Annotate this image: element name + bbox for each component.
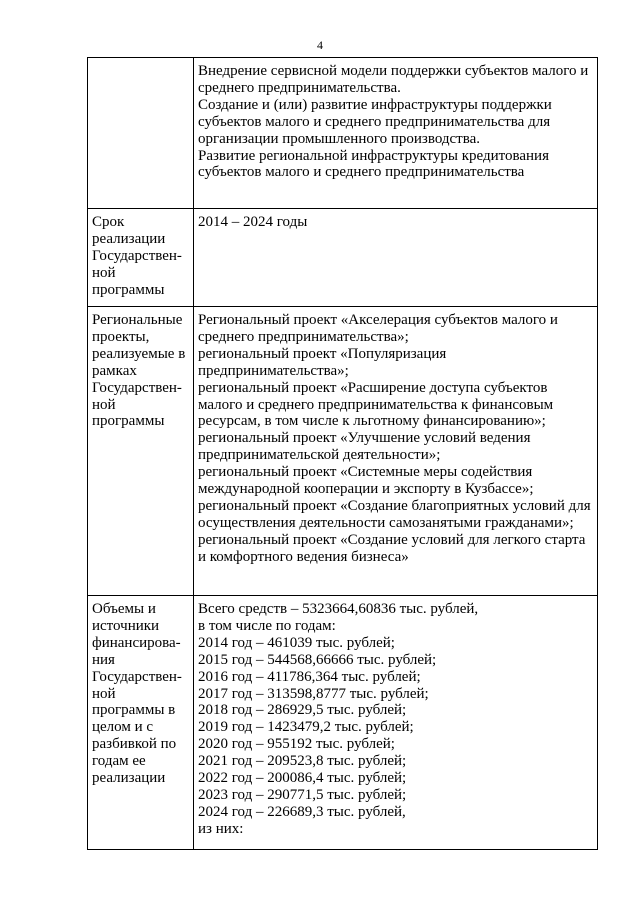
value-line: предпринимательства»; — [198, 362, 349, 379]
table-row — [88, 58, 598, 209]
label-line: годам ее — [92, 753, 146, 770]
value-line: в том числе по годам: — [198, 617, 336, 634]
value-line: Всего средств – 5323664,60836 тыс. рублей, — [198, 601, 479, 617]
value-line: среднего предпринимательства»; — [198, 328, 409, 345]
value-line: региональный проект «Системные меры содействия — [198, 464, 533, 481]
row-value-cell — [194, 209, 598, 307]
value-line: предпринимательской деятельности»; — [198, 447, 441, 464]
value-line: среднего предпринимательства. — [198, 79, 401, 96]
value-line: 2022 год – 200086,4 тыс. рублей; — [198, 770, 407, 787]
label-line: Государствен- — [92, 668, 182, 685]
label-line: Объемы и — [92, 601, 156, 617]
label-line: программы — [92, 413, 165, 430]
value-line: 2019 год – 1423479,2 тыс. рублей; — [198, 719, 414, 736]
value-line: субъектов малого и среднего предпринимательства — [198, 164, 525, 181]
row-label-cell — [88, 209, 194, 307]
row-value-cell — [194, 307, 598, 596]
row-label-cell — [88, 307, 194, 596]
label-line: финансирова- — [92, 634, 181, 651]
value-line: 2024 год – 226689,3 тыс. рублей, — [198, 803, 406, 820]
label-line: Срок — [92, 214, 125, 230]
label-line: целом и с — [92, 719, 154, 736]
value-line: 2015 год – 544568,66666 тыс. рублей; — [198, 651, 437, 668]
row-label-cell — [88, 596, 194, 850]
value-line: 2016 год – 411786,364 тыс. рублей; — [198, 668, 421, 685]
program-passport-table — [87, 57, 598, 850]
value-line: Региональный проект «Акселерация субъектов малого и — [198, 312, 558, 328]
label-line: Региональные — [92, 312, 183, 328]
value-line: ресурсам, в том числе к льготному финансированию»; — [198, 413, 546, 430]
value-line: региональный проект «Расширение доступа субъектов — [198, 379, 548, 396]
label-line: источники — [92, 617, 160, 634]
value-line: региональный проект «Популяризация — [198, 345, 447, 362]
row-value-cell — [194, 58, 598, 209]
label-line: ной — [92, 396, 116, 413]
value-line: организации промышленного производства. — [198, 130, 481, 147]
value-line: международной кооперации и экспорту в Кузбассе»; — [198, 481, 534, 498]
value-line: 2018 год – 286929,5 тыс. рублей; — [198, 702, 407, 719]
table-row — [88, 596, 598, 850]
label-line: ной — [92, 264, 116, 281]
label-line: Государствен- — [92, 379, 182, 396]
value-line: 2017 год – 313598,8777 тыс. рублей; — [198, 685, 429, 702]
value-line: Внедрение сервисной модели поддержки субъектов малого и — [198, 63, 589, 79]
value-line: субъектов малого и среднего предпринимательства для — [198, 113, 551, 130]
table-row — [88, 307, 598, 596]
row-label-cell — [88, 58, 194, 209]
label-line: ния — [92, 651, 115, 668]
label-line: программы — [92, 281, 165, 298]
label-line: разбивкой по — [92, 736, 177, 753]
row-value-cell — [194, 596, 598, 850]
value-line: 2020 год – 955192 тыс. рублей; — [198, 736, 395, 753]
value-line: из них: — [198, 820, 244, 837]
value-line: 2014 год – 461039 тыс. рублей; — [198, 634, 395, 651]
value-line: региональный проект «Улучшение условий ведения — [198, 430, 531, 447]
value-line: Создание и (или) развитие инфраструктуры поддержки — [198, 96, 552, 113]
label-line: реализации — [92, 230, 166, 247]
value-line: региональный проект «Создание условий для легкого старта — [198, 531, 586, 548]
value-line: малого и среднего предпринимательства к финансовым — [198, 396, 554, 413]
label-line: Государствен- — [92, 247, 182, 264]
value-line: и комфортного ведения бизнеса» — [198, 548, 409, 565]
value-line: 2014 – 2024 годы — [198, 214, 308, 230]
label-line: программы в — [92, 702, 176, 719]
label-line: рамках — [92, 362, 137, 379]
label-line: реализации — [92, 770, 166, 787]
page-number: 4 — [317, 38, 323, 52]
value-line: осуществления деятельности самозанятыми гражданами»; — [198, 514, 574, 531]
value-line: 2023 год – 290771,5 тыс. рублей; — [198, 786, 407, 803]
table-row — [88, 209, 598, 307]
label-line: проекты, — [92, 328, 150, 345]
label-line: реализуемые в — [92, 345, 186, 362]
value-line: региональный проект «Создание благоприятных условий для — [198, 497, 591, 514]
label-line: ной — [92, 685, 116, 702]
value-line: Развитие региональной инфраструктуры кредитования — [198, 147, 549, 164]
value-line: 2021 год – 209523,8 тыс. рублей; — [198, 753, 407, 770]
